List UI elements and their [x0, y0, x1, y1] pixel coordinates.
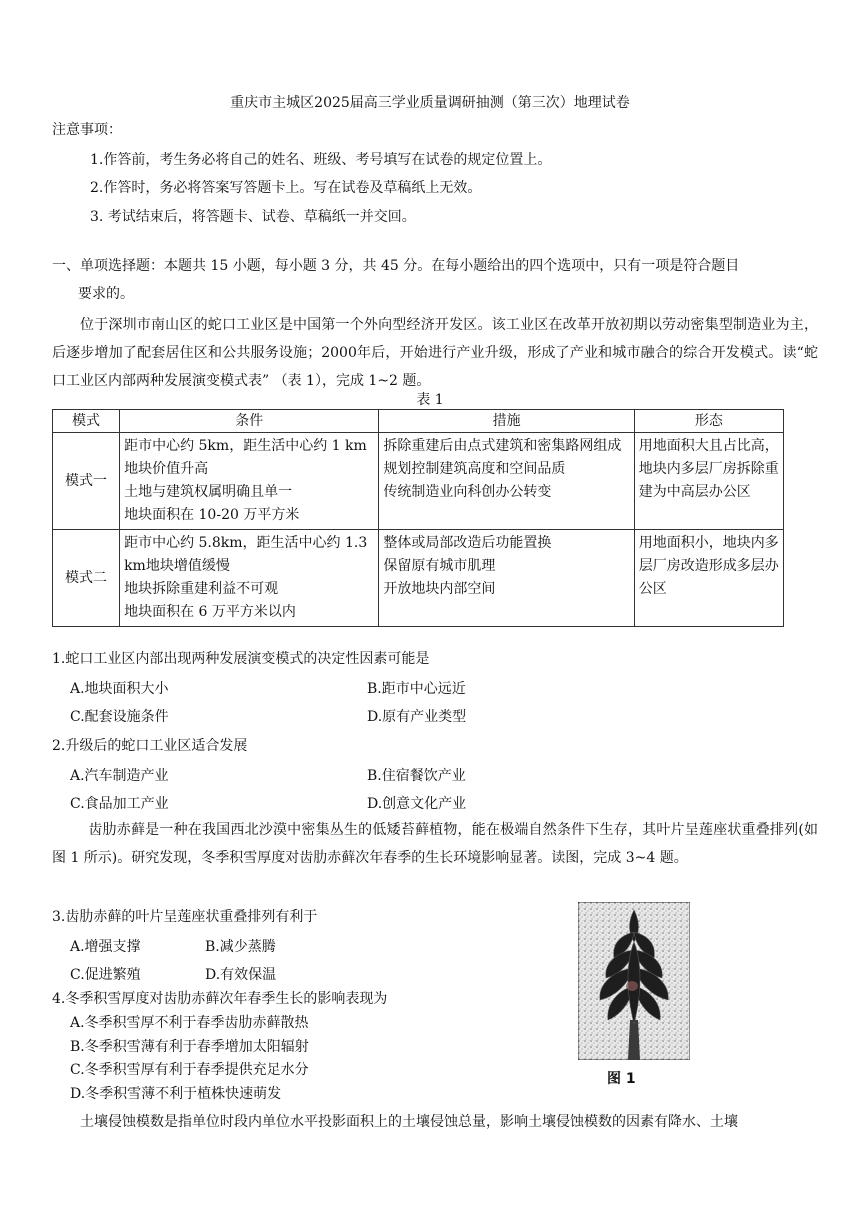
- q3-option-d: D.有效保温: [205, 967, 277, 983]
- condition-line: 距市中心约 5.8km，距生活中心约 1.3 km地块增值缓慢: [124, 535, 368, 574]
- notice-item-1: 1.作答前，考生务必将自己的姓名、班级、考号填写在试卷的规定位置上。: [90, 152, 552, 168]
- table-1: [52, 409, 784, 627]
- mode-cell: 模式一: [53, 433, 120, 530]
- table-row: [53, 433, 784, 530]
- question-1-stem: 1.蛇口工业区内部出现两种发展演变模式的决定性因素可能是: [52, 651, 430, 667]
- form-cell: 用地面积大且占比高，地块内多层厂房拆除重建为中高层办公区: [634, 433, 783, 530]
- q3-option-b: B.减少蒸腾: [205, 939, 276, 955]
- measures-cell: [379, 433, 634, 530]
- passage-1: 位于深圳市南山区的蛇口工业区是中国第一个外向型经济开发区。该工业区在改革开放初期以劳动密集型制造业为主，后逐步增加了配套居住区和公共服务设施；2000年后，开始进行产业升级，形成了产业和城市融合的综合开发模式。读“蛇口工业区内部两种发展演变模式表” （表 1），完成 1~2 题。: [52, 317, 818, 389]
- q2-option-c: C.食品加工产业: [70, 796, 169, 812]
- header-measures: 措施: [379, 410, 634, 433]
- notice-heading: 注意事项：: [52, 122, 122, 138]
- section-heading-line2: 要求的。: [78, 286, 134, 302]
- q3-option-c: C.促进繁殖: [70, 967, 141, 983]
- measure-line: 拆除重建后由点式建筑和密集路网组成: [383, 438, 622, 454]
- condition-line: 地块拆除重建利益不可观: [124, 581, 279, 597]
- table-row: [53, 530, 784, 627]
- q4-option-b: B.冬季积雪薄有利于春季增加太阳辐射: [70, 1039, 309, 1055]
- table-caption: 表 1: [416, 392, 444, 408]
- q2-option-b: B.住宿餐饮产业: [367, 768, 466, 784]
- q2-option-a: A.汽车制造产业: [70, 768, 169, 784]
- passage-2: 齿肋赤藓是一种在我国西北沙漠中密集丛生的低矮苔藓植物，能在极端自然条件下生存，其叶片呈莲座状重叠排列(如图 1 所示)。研究发现，冬季积雪厚度对齿肋赤藓次年春季的生长环境影响显著。读图，完成 3~4 题。: [52, 822, 818, 866]
- q3-option-a: A.增强支撑: [70, 939, 141, 955]
- form-cell: 用地面积小，地块内多层厂房改造形成多层办公区: [634, 530, 783, 627]
- moss-figure-1: [578, 902, 690, 1060]
- condition-line: 土地与建筑权属明确且单一: [124, 484, 293, 500]
- table-header-row: [53, 410, 784, 433]
- header-conditions: 条件: [120, 410, 379, 433]
- condition-line: 地块面积在 6 万平方米以内: [124, 604, 296, 620]
- header-mode: 模式: [53, 410, 120, 433]
- q1-option-c: C.配套设施条件: [70, 709, 169, 725]
- q4-option-a: A.冬季积雪厚不利于春季齿肋赤藓散热: [70, 1015, 309, 1031]
- moss-photo-image: [578, 902, 690, 1060]
- measure-line: 保留原有城市肌理: [383, 558, 496, 574]
- measure-line: 规划控制建筑高度和空间品质: [383, 461, 566, 477]
- condition-line: 距市中心约 5km，距生活中心约 1 km地块价值升高: [124, 438, 367, 477]
- figure-1-caption: 图 1: [607, 1071, 636, 1087]
- notice-item-2: 2.作答时，务必将答案写答题卡上。写在试卷及草稿纸上无效。: [90, 180, 482, 196]
- conditions-cell: [120, 530, 379, 627]
- measure-line: 开放地块内部空间: [383, 581, 496, 597]
- measures-cell: [379, 530, 634, 627]
- question-4-stem: 4.冬季积雪厚度对齿肋赤藓次年春季生长的影响表现为: [52, 991, 388, 1007]
- conditions-cell: [120, 433, 379, 530]
- mode-cell: 模式二: [53, 530, 120, 627]
- q1-option-d: D.原有产业类型: [367, 709, 467, 725]
- q1-option-a: A.地块面积大小: [70, 681, 169, 697]
- measure-line: 传统制造业向科创办公转变: [383, 484, 552, 500]
- q4-option-c: C.冬季积雪厚有利于春季提供充足水分: [70, 1062, 309, 1078]
- section-heading-line1: 一、单项选择题：本题共 15 小题，每小题 3 分，共 45 分。在每小题给出的四个选项中，只有一项是符合题目: [52, 258, 740, 274]
- q2-option-d: D.创意文化产业: [367, 796, 467, 812]
- header-form: 形态: [634, 410, 783, 433]
- q1-option-b: B.距市中心远近: [367, 681, 466, 697]
- notice-item-3: 3. 考试结束后，将答题卡、试卷、草稿纸一并交回。: [90, 209, 416, 225]
- passage-3: 土壤侵蚀模数是指单位时段内单位水平投影面积上的土壤侵蚀总量，影响土壤侵蚀模数的因素有降水、土壤: [80, 1114, 738, 1130]
- q4-option-d: D.冬季积雪薄不利于植株快速萌发: [70, 1086, 282, 1102]
- question-2-stem: 2.升级后的蛇口工业区适合发展: [52, 738, 248, 754]
- condition-line: 地块面积在 10-20 万平方米: [124, 507, 300, 523]
- measure-line: 整体或局部改造后功能置换: [383, 535, 552, 551]
- exam-title: 重庆市主城区2025届高三学业质量调研抽测（第三次）地理试卷: [230, 95, 630, 111]
- question-3-stem: 3.齿肋赤藓的叶片呈莲座状重叠排列有利于: [52, 909, 318, 925]
